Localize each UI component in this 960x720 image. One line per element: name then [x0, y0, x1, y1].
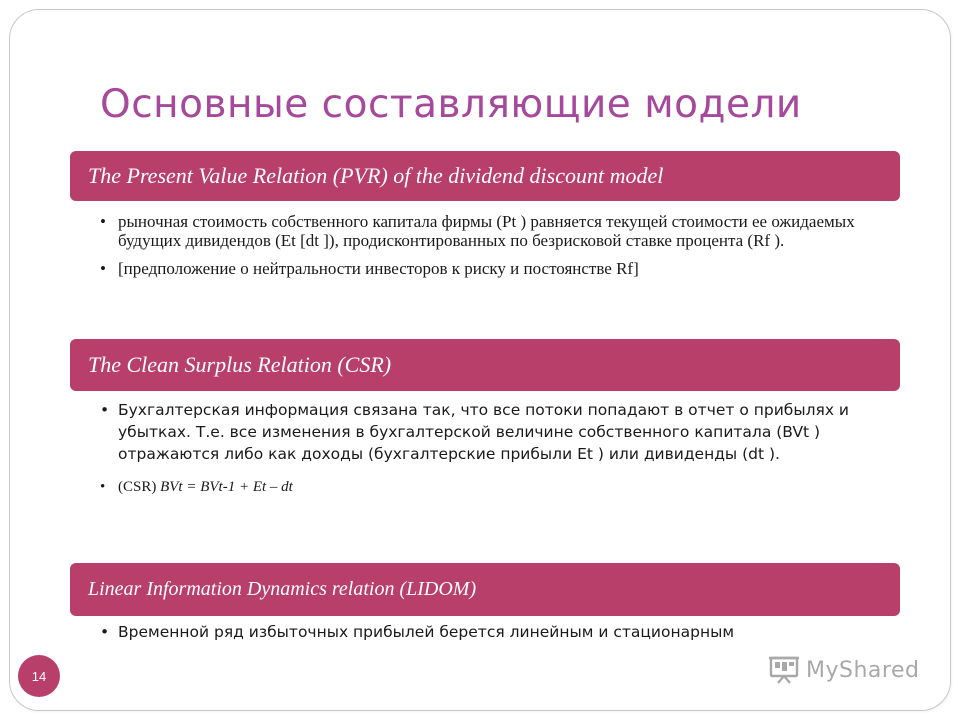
- section-heading-csr: [70, 339, 900, 391]
- presentation-board-icon: [768, 655, 800, 685]
- bullet-list-pvr: [100, 212, 890, 287]
- watermark-text: MyShared: [806, 657, 920, 683]
- formula-prefix: (CSR): [118, 479, 157, 495]
- section-heading-text: Linear Information Dynamics relation (LIDOM): [88, 578, 477, 600]
- section-heading-text: The Present Value Relation (PVR) of the dividend discount model: [88, 163, 664, 188]
- formula-item: [100, 476, 890, 498]
- watermark-logo: [768, 655, 919, 685]
- bullet-icon: •: [100, 212, 106, 231]
- bullet-icon: •: [100, 401, 110, 419]
- list-item: [100, 212, 890, 250]
- page-number-badge: [18, 655, 60, 697]
- csr-formula: BVt = BVt-1 + Et – dt: [160, 479, 293, 495]
- bullet-icon: •: [100, 479, 106, 495]
- slide-title: Основные составляющие модели: [100, 82, 802, 127]
- list-item: [100, 399, 890, 465]
- list-item: [100, 622, 890, 642]
- bullet-icon: •: [100, 259, 106, 278]
- bullet-text: рыночная стоимость собственного капитала фирмы (Pt ) равняется текущей стоимости ее ожидаемых будущих дивидендов (Et [dt ]), продисконтированных по безрисковой ставке процента (Rf ).: [118, 212, 855, 250]
- section-heading-lidom: [70, 563, 900, 616]
- page-number: 14: [31, 668, 47, 684]
- bullet-text: Бухгалтерская информация связана так, что все потоки попадают в отчет о прибылях и убытках. Т.е. все изменения в бухгалтерской величине собственного капитала (BVt ) отражаются либо как доходы (бухгалтерские прибыли Et ) или дивиденды (dt ).: [118, 401, 849, 463]
- bullet-list-csr: [100, 399, 890, 509]
- section-heading-text: The Clean Surplus Relation (CSR): [88, 352, 392, 377]
- list-item: [100, 259, 890, 278]
- bullet-text: [предположение о нейтральности инвесторов к риску и постоянстве Rf]: [118, 259, 639, 278]
- bullet-icon: •: [100, 623, 110, 641]
- bullet-text: Временной ряд избыточных прибылей берется линейным и стационарным: [118, 623, 735, 641]
- section-heading-pvr: [70, 151, 900, 201]
- bullet-list-lidom: [100, 622, 890, 642]
